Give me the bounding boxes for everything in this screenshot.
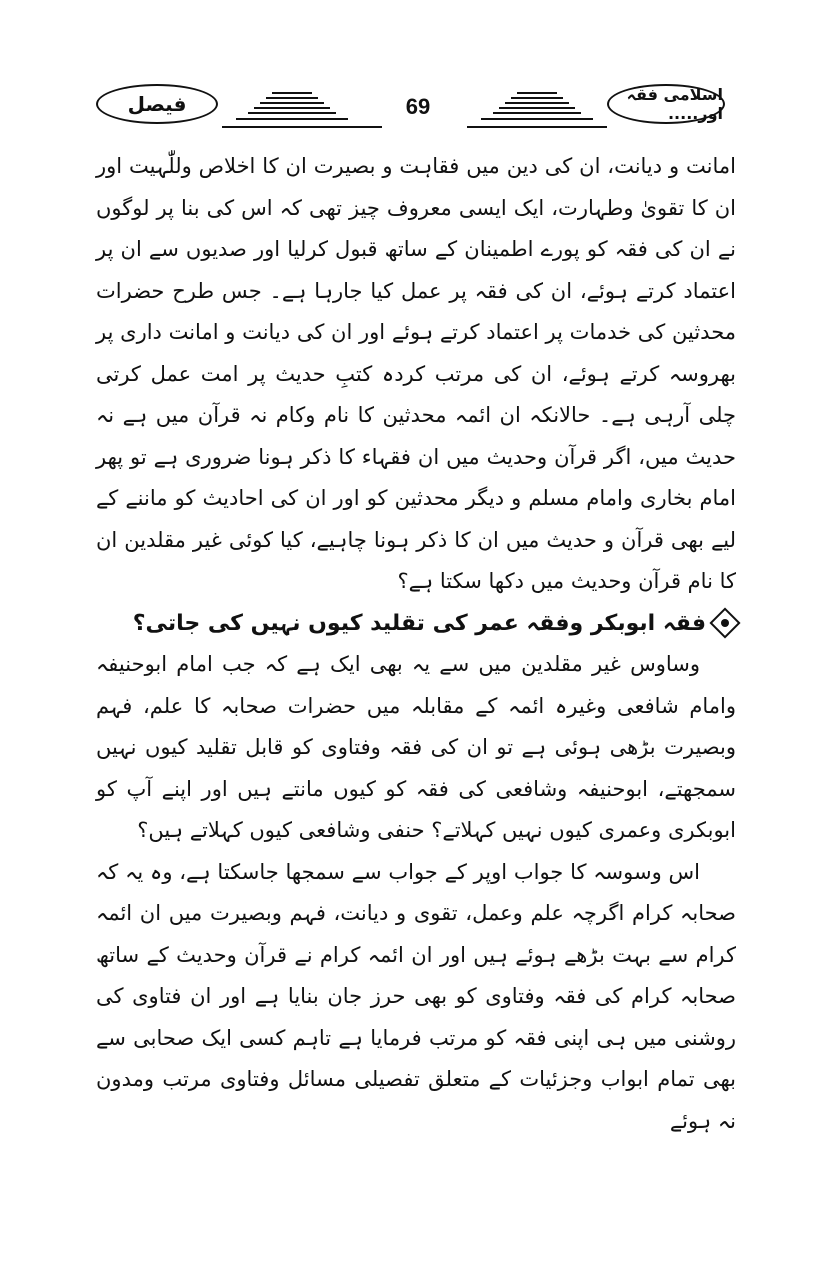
publisher-name: فیصل (127, 92, 187, 116)
page-number: 69 (405, 94, 431, 119)
book-title-oval (607, 84, 725, 124)
paragraph-3: اس وسوسہ کا جواب اوپر کے جواب سے سمجھا جاسکتا ہے، وہ یہ کہ صحابہ کرام اگرچہ علم وعمل، تقوی و دیانت، فہم وبصیرت میں ان ائمہ کرام سے بہت بڑھے ہوئے ہیں اور ان ائمہ کرام نے قرآن وحدیث کے ساتھ صحابہ کرام کی فقہ وفتاوی کو بھی حرز جان بنایا ہے اور ان فتاوی کی روشنی میں ہی اپنی فقہ کو مرتب فرمایا ہے تاہم کسی ایک صحابی سے بھی تمام ابواب وجزئیات کے متعلق تفصیلی مسائل وفتاوی مرتب ومدون نہ ہوئے (96, 859, 736, 1133)
page-body (96, 146, 736, 1142)
paragraph-2: وساوس غیر مقلدین میں سے یہ بھی ایک ہے کہ جب امام ابوحنیفہ وامام شافعی وغیرہ ائمہ کے مقابلہ میں حضرات صحابہ کا علم، فہم وبصیرت بڑھی ہوئی ہے تو ان کی فقہ وفتاوی کو قابل تقلید کیوں نہیں سمجھتے، ابوحنیفہ وشافعی کی فقہ کو کیوں مانتے ہیں اور اپنے آپ کو ابوبکری وعمری کیوں نہیں کہلاتے؟ حنفی وشافعی کیوں کہلاتے ہیں؟ (96, 652, 736, 842)
flower-bullet-icon (709, 608, 740, 639)
page-header (0, 0, 825, 140)
paragraph-1: امانت و دیانت، ان کی دین میں فقاہت و بصیرت ان کا اخلاص وللّٰہیت اور ان کا تقویٰ وطہارت، ایک ایسی معروف چیز تھی کہ اس کی بنا پر لوگوں نے ان کی فقہ کو پورے اطمینان کے ساتھ قبول کرلیا اور صدیوں سے ان پر اعتماد کرتے ہوئے، ان کی فقہ پر عمل کیا جارہا ہے۔ جس طرح حضرات محدثین کی خدمات پر اعتماد کرتے ہوئے اور ان کی دیانت و امانت داری پر بھروسہ کرتے ہوئے، ان کی مرتب کردہ کتبِ حدیث پر امت عمل کرتی چلی آرہی ہے۔ حالانکہ ان ائمہ محدثین کا نام وکام نہ قرآن میں ہے نہ حدیث میں، اگر قرآن وحدیث میں ان فقہاء کا ذکر ہونا ضروری ہے تو پھر امام بخاری وامام مسلم و دیگر محدثین کو اور ان کی احادیث کو ماننے کے لیے بھی قرآن و حدیث میں ان کا ذکر ہونا چاہیے، کیا کوئی غیر مقلدین ان کا نام قرآن وحدیث میں دکھا سکتا ہے؟ (96, 154, 736, 593)
publisher-oval (96, 84, 218, 124)
ornament-right (467, 90, 607, 130)
ornament-left (222, 90, 362, 130)
section-heading (96, 603, 736, 645)
section-heading-text: فقہ ابوبکر وفقہ عمر کی تقلید کیوں نہیں کی جاتی؟ (132, 610, 706, 636)
book-title: اسلامی فقہ اور..... (626, 85, 723, 123)
